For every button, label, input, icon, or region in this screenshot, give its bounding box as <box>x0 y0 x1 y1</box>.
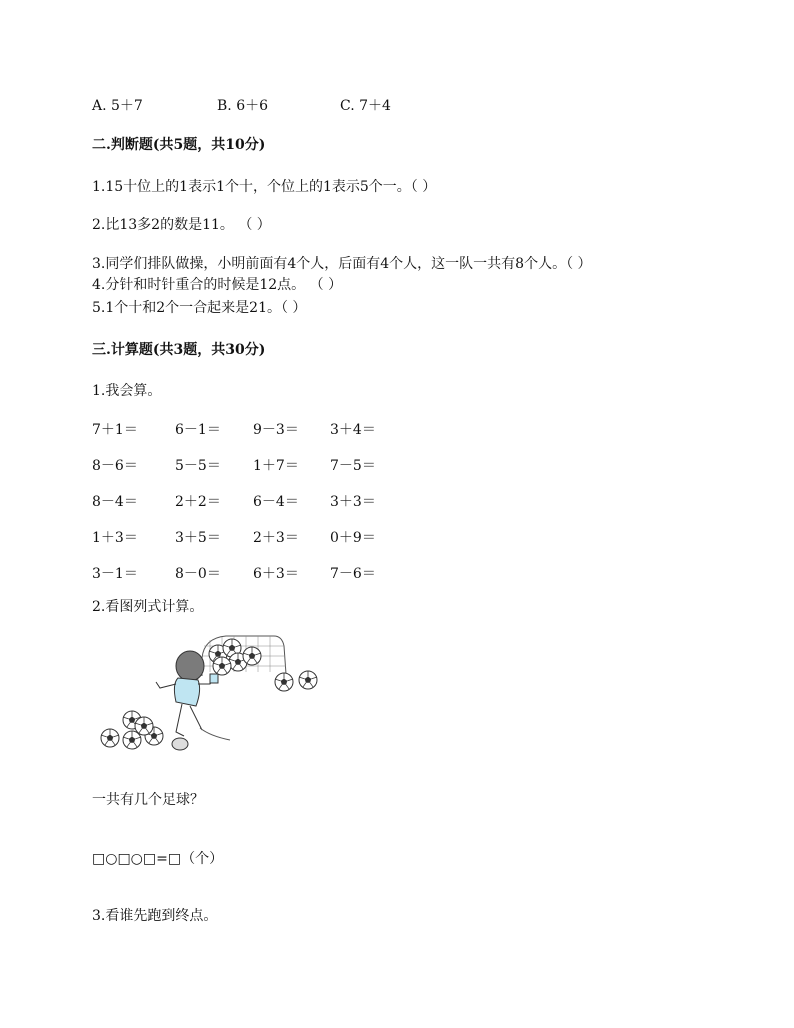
calc-cell: 6＋3＝ <box>253 566 299 582</box>
q3-title: 3.看谁先跑到终点。 <box>92 908 218 924</box>
calc-cell: 5－5＝ <box>175 458 221 474</box>
calc-cell: 6－4＝ <box>253 494 299 510</box>
judge-item-3: 3.同学们排队做操，小明前面有4个人，后面有4个人，这一队一共有8个人。（ ） <box>92 256 592 272</box>
calc-cell: 6－1＝ <box>175 422 221 438</box>
soccer-illustration <box>98 632 326 764</box>
q2-title: 2.看图列式计算。 <box>92 599 204 615</box>
calc-cell: 1＋7＝ <box>253 458 299 474</box>
judge-item-4: 4.分针和时针重合的时候是12点。 （ ） <box>92 277 343 293</box>
section3-heading: 三.计算题(共3题，共30分) <box>92 342 266 358</box>
calc-cell: 7－6＝ <box>330 566 376 582</box>
boy-kicking-soccer-balls-icon <box>98 632 326 764</box>
option-a: A. 5＋7 <box>92 98 143 114</box>
calc-cell: 3＋5＝ <box>175 530 221 546</box>
calc-cell: 3－1＝ <box>92 566 138 582</box>
judge-item-5: 5.1个十和2个一合起来是21。（ ） <box>92 300 307 316</box>
calc-cell: 7＋1＝ <box>92 422 138 438</box>
option-c: C. 7＋4 <box>340 98 391 114</box>
q2-answer-template: □○□○□=□（个） <box>92 851 224 867</box>
judge-item-1: 1.15十位上的1表示1个十，个位上的1表示5个一。（ ） <box>92 179 437 195</box>
q1-title: 1.我会算。 <box>92 383 162 399</box>
calc-cell: 2＋3＝ <box>253 530 299 546</box>
calc-cell: 0＋9＝ <box>330 530 376 546</box>
calc-cell: 7－5＝ <box>330 458 376 474</box>
calc-cell: 3＋4＝ <box>330 422 376 438</box>
calc-cell: 3＋3＝ <box>330 494 376 510</box>
calc-cell: 8－6＝ <box>92 458 138 474</box>
option-b: B. 6＋6 <box>217 98 269 114</box>
calc-cell: 2＋2＝ <box>175 494 221 510</box>
calc-cell: 9－3＝ <box>253 422 299 438</box>
calc-cell: 8－0＝ <box>175 566 221 582</box>
section2-heading: 二.判断题(共5题，共10分) <box>92 137 266 153</box>
calc-cell: 8－4＝ <box>92 494 138 510</box>
q2-question: 一共有几个足球？ <box>92 792 204 808</box>
calc-cell: 1＋3＝ <box>92 530 138 546</box>
judge-item-2: 2.比13多2的数是11。 （ ） <box>92 217 271 233</box>
